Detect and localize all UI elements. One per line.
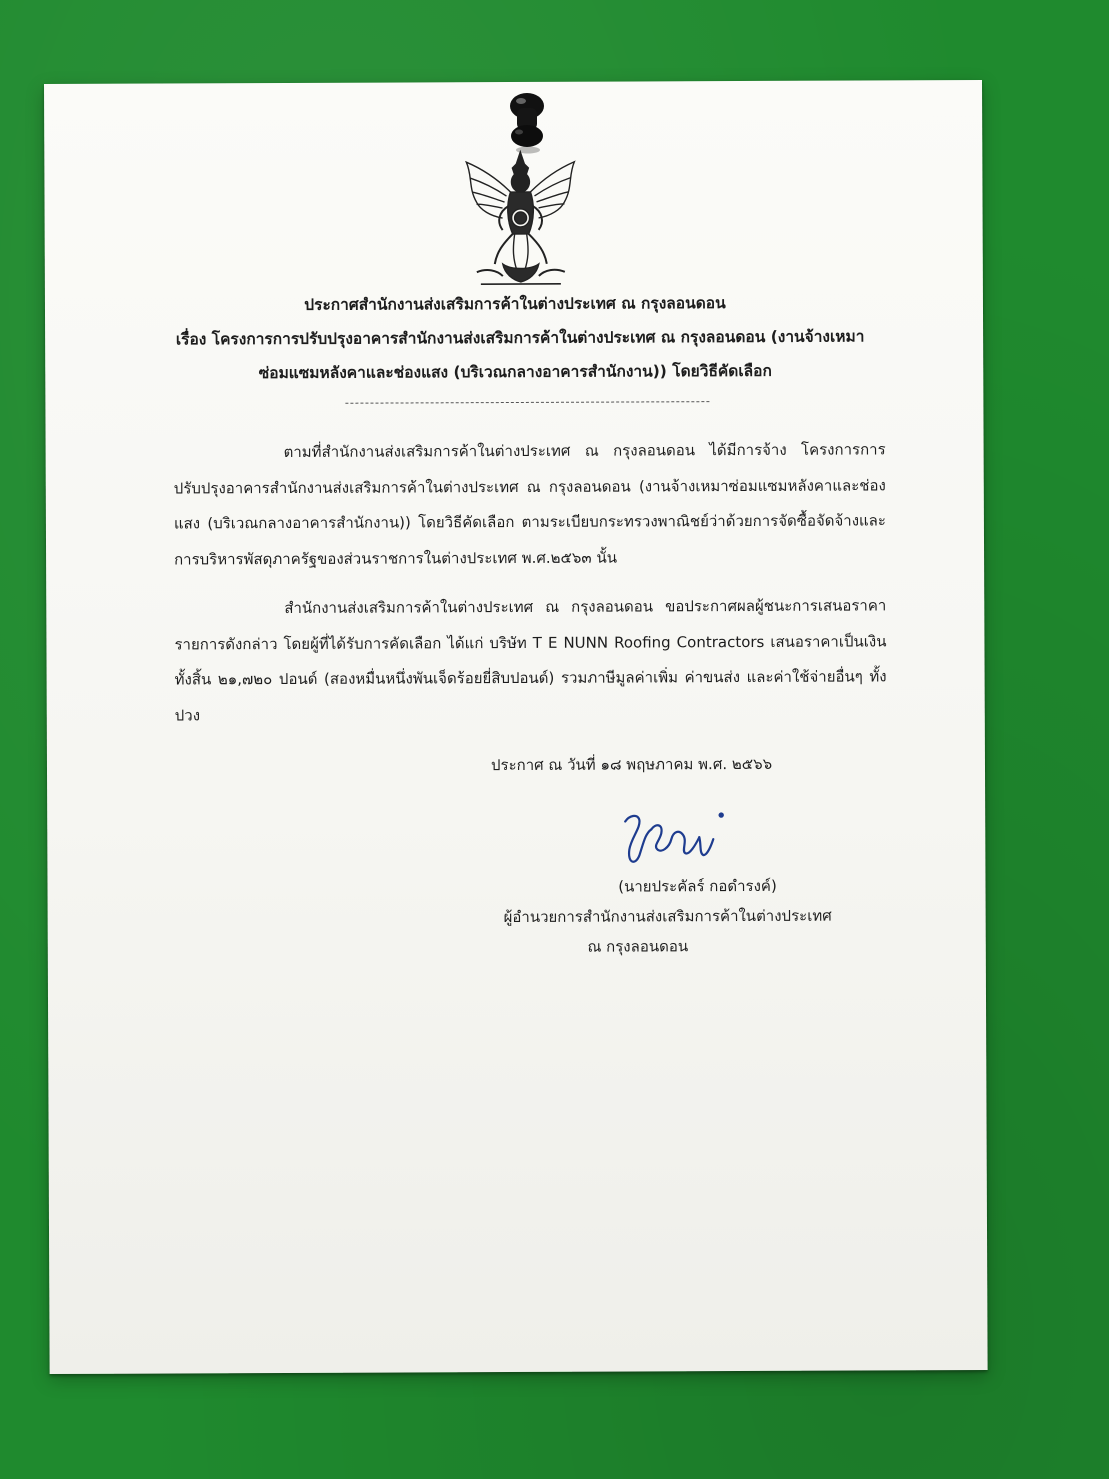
signer-title: ผู้อำนวยการสำนักงานส่งเสริมการค้าในต่างประเทศ <box>503 906 832 927</box>
notice-heading-line3: ซ่อมแซมหลังคาและช่องแสง (บริเวณกลางอาคารสำนักงาน)) โดยวิธีคัดเลือก <box>258 361 772 383</box>
notice-paper <box>44 80 988 1374</box>
notice-heading-line2: เรื่อง โครงการการปรับปรุงอาคารสำนักงานส่งเสริมการค้าในต่างประเทศ ณ กรุงลอนดอน (งานจ้างเหมา <box>175 327 865 349</box>
push-pin-icon <box>504 92 550 154</box>
dashed-divider <box>345 401 709 404</box>
signature-block <box>467 870 867 962</box>
garuda-emblem-icon <box>456 148 585 291</box>
paragraph-1-text: ตามที่สำนักงานส่งเสริมการค้าในต่างประเทศ ณ กรุงลอนดอน ได้มีการจ้าง โครงการการปรับปรุงอาคารสำนักงานส่งเสริมการค้าในต่างประเทศ ณ กรุงลอนดอน (งานจ้างเหมาซ่อมแซมหลังคาและช่องแสง (บริเวณกลางอาคารสำนักงาน)) โดยวิธีคัดเลือก ตามระเบียบกระทรวงพาณิชย์ว่าด้วยการจัดซื้อจัดจ้างและการบริหารพัสดุภาครัฐของส่วนราชการในต่างประเทศ พ.ศ.๒๕๖๓ นั้น <box>173 440 886 568</box>
notice-heading-line1: ประกาศสำนักงานส่งเสริมการค้าในต่างประเทศ ณ กรุงลอนดอน <box>304 294 726 314</box>
paragraph-1 <box>174 432 887 577</box>
signer-location: ณ กรุงลอนดอน <box>587 937 689 956</box>
paragraph-2-text: สำนักงานส่งเสริมการค้าในต่างประเทศ ณ กรุงลอนดอน ขอประกาศผลผู้ชนะการเสนอราคา รายการดังกล่าว โดยผู้ที่ได้รับการคัดเลือก ได้แก่ บริษัท T E NUNN Roofing Contractors เสนอราคาเป็นเงินทั้งสิ้น ๒๑,๗๒๐ ปอนด์ (สองหมื่นหนึ่งพันเจ็ดร้อยยี่สิบปอนด์) รวมภาษีมูลค่าเพิ่ม ค่าขนส่ง และค่าใช้จ่ายอื่นๆ ทั้งปวง <box>174 596 887 724</box>
paragraph-2 <box>174 588 887 733</box>
announcement-date: ประกาศ ณ วันที่ ๑๘ พฤษภาคม พ.ศ. ๒๕๖๖ <box>490 754 773 775</box>
signer-name: (นายประคัลร์ กอดำรงค์) <box>618 876 777 896</box>
